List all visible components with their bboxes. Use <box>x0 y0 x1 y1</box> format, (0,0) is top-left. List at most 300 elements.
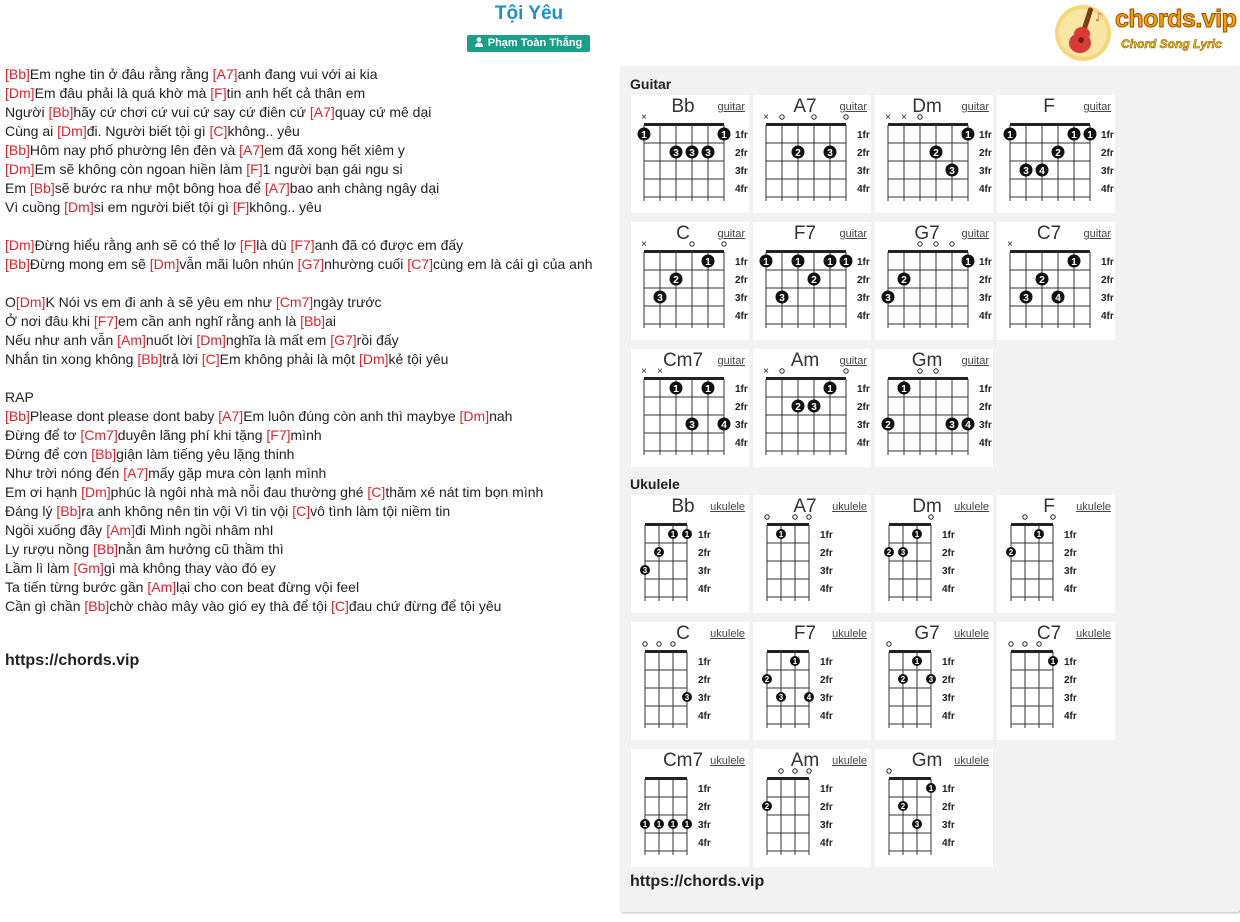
lyric-text: Em nghe tin ở đâu rằng rằng <box>29 66 213 82</box>
nut <box>889 650 931 653</box>
finger-number: 3 <box>914 820 920 829</box>
lyric-line <box>5 274 615 293</box>
finger-number: 2 <box>811 274 817 286</box>
guitar-type-link[interactable]: guitar <box>717 355 745 367</box>
lyrics-block <box>5 65 615 616</box>
lyric-line <box>5 578 615 597</box>
chord-name: Am <box>790 350 820 371</box>
fret-label: 2fr <box>857 275 870 286</box>
nut <box>644 250 724 253</box>
fret-label: 2fr <box>698 675 711 686</box>
chord-link[interactable]: [Bb] <box>48 104 74 120</box>
lyric-text: ra anh không nên tin vội Vì tin vội <box>81 503 293 519</box>
finger-number: 1 <box>1050 657 1056 666</box>
finger-number: 1 <box>1036 530 1042 539</box>
fret-label: 3fr <box>820 820 833 831</box>
fret-label: 3fr <box>857 166 870 177</box>
fret-label: 1fr <box>979 257 992 268</box>
chord-name: C <box>676 223 690 244</box>
chord-link[interactable]: [Am] <box>147 579 177 595</box>
lyric-text: duyên lãng phí khi tặng <box>117 427 267 443</box>
finger-number: 3 <box>811 401 817 413</box>
chord-link[interactable]: [F7] <box>290 237 315 253</box>
lyric-text: 1 người bạn gái ngu si <box>262 161 403 177</box>
fret-label: 1fr <box>942 784 955 795</box>
fret-label: 3fr <box>979 420 992 431</box>
finger-number: 1 <box>827 383 833 395</box>
lyric-text: Em <box>5 180 30 196</box>
chord-name: Dm <box>912 496 942 517</box>
ukulele-chord-card[interactable] <box>997 622 1115 740</box>
lyric-line <box>5 426 615 445</box>
lyric-line <box>5 559 615 578</box>
lyric-text: Nếu như anh vẫn <box>5 332 118 348</box>
chord-link[interactable]: [F] <box>239 237 257 253</box>
guitar-type-link[interactable]: guitar <box>961 101 989 113</box>
guitar-chord-card[interactable] <box>631 222 749 340</box>
finger-number: 2 <box>764 675 770 684</box>
lyric-text: Ta tiến từng bước gần <box>5 579 148 595</box>
fret-label: 2fr <box>979 275 992 286</box>
guitar-chord-card[interactable] <box>997 222 1115 340</box>
lyric-line <box>5 540 615 559</box>
fret-label: 2fr <box>820 548 833 559</box>
fret-label: 4fr <box>1064 711 1077 722</box>
chord-name: C7 <box>1036 623 1062 644</box>
fret-label: 4fr <box>857 438 870 449</box>
finger-number: 1 <box>901 383 907 395</box>
chord-link[interactable]: [A7] <box>212 66 238 82</box>
ukulele-chord-card[interactable] <box>631 495 749 613</box>
fret-label: 4fr <box>698 711 711 722</box>
guitar-type-link[interactable]: guitar <box>717 228 745 240</box>
fret-label: 1fr <box>857 384 870 395</box>
finger-number: 3 <box>1023 292 1029 304</box>
finger-number: 3 <box>705 147 711 159</box>
fret-label: 3fr <box>698 820 711 831</box>
chord-link[interactable]: [G7] <box>330 332 357 348</box>
ukulele-chord-card[interactable] <box>753 749 871 867</box>
lyric-text: Đừng mong em sẽ <box>29 256 150 272</box>
lyric-text: Em đâu phải là quá khờ mà <box>34 85 211 101</box>
chord-link[interactable]: [F7] <box>93 313 119 329</box>
fret-label: 1fr <box>1064 657 1077 668</box>
guitar-chord-card[interactable] <box>997 95 1115 213</box>
chord-link[interactable]: [A7] <box>239 142 265 158</box>
lyric-line <box>5 464 615 483</box>
fret-label: 4fr <box>942 838 955 849</box>
chord-link[interactable]: [Am] <box>106 522 135 538</box>
chord-panel <box>620 66 1240 912</box>
lyric-text: nah <box>489 408 513 424</box>
fret-label: 3fr <box>942 820 955 831</box>
lyric-text: rồi đấy <box>356 332 399 348</box>
ukulele-type-link[interactable]: ukulele <box>954 628 989 640</box>
guitar-type-link[interactable]: guitar <box>839 228 867 240</box>
chord-link[interactable]: [C] <box>201 351 220 367</box>
chord-link[interactable]: [F] <box>210 85 227 101</box>
finger-number: 3 <box>689 147 695 159</box>
lyric-text: si em người biết tội gì <box>93 199 233 215</box>
chord-link[interactable]: [Bb] <box>137 351 163 367</box>
fret-label: 3fr <box>857 293 870 304</box>
fret-label: 1fr <box>942 530 955 541</box>
lyric-text: đi. Người biết tội gì <box>86 123 210 139</box>
finger-number: 3 <box>900 548 906 557</box>
finger-number: 2 <box>795 401 801 413</box>
nut <box>644 123 724 126</box>
fret-label: 1fr <box>735 130 748 141</box>
finger-number: 3 <box>673 147 679 159</box>
finger-number: 3 <box>684 693 690 702</box>
fret-label: 3fr <box>979 293 992 304</box>
fret-label: 1fr <box>698 530 711 541</box>
chord-name: Bb <box>671 96 695 117</box>
chord-link[interactable]: [F7] <box>266 427 291 443</box>
ukulele-type-link[interactable]: ukulele <box>710 628 745 640</box>
fret-label: 1fr <box>857 257 870 268</box>
fret-label: 4fr <box>942 711 955 722</box>
guitar-section-label: Guitar <box>630 76 672 92</box>
ukulele-type-link[interactable]: ukulele <box>710 755 745 767</box>
fret-label: 3fr <box>942 693 955 704</box>
nut <box>766 123 846 126</box>
ukulele-chord-card[interactable] <box>631 622 749 740</box>
finger-number: 4 <box>1039 165 1045 177</box>
lyric-text: tin anh hết cả thân em <box>226 85 366 101</box>
ukulele-type-link[interactable]: ukulele <box>832 628 867 640</box>
ukulele-chord-card[interactable] <box>875 495 993 613</box>
guitar-type-link[interactable]: guitar <box>1083 228 1111 240</box>
chord-name: F7 <box>793 623 817 644</box>
fret-label: 3fr <box>1064 566 1077 577</box>
chord-link[interactable]: [Bb] <box>300 313 326 329</box>
chord-link[interactable]: [Dm] <box>196 332 226 348</box>
lyric-line <box>5 122 615 141</box>
finger-number: 3 <box>928 675 934 684</box>
ukulele-chord-card[interactable] <box>875 749 993 867</box>
nut <box>889 523 931 526</box>
guitar-chord-card[interactable] <box>875 95 993 213</box>
fret-label: 4fr <box>979 184 992 195</box>
nut <box>645 523 687 526</box>
finger-number: 1 <box>641 129 647 141</box>
fret-label: 4fr <box>942 584 955 595</box>
nut <box>888 250 968 253</box>
nut <box>644 377 724 380</box>
finger-number: 3 <box>779 292 785 304</box>
nut <box>1011 523 1053 526</box>
guitar-chord-card[interactable] <box>631 95 749 213</box>
fret-label: 2fr <box>735 275 748 286</box>
guitar-type-link[interactable]: guitar <box>839 355 867 367</box>
chord-link[interactable]: [C] <box>330 598 349 614</box>
nut <box>1010 123 1090 126</box>
nut <box>1011 650 1053 653</box>
lyric-text: Cùng ai <box>5 123 58 139</box>
nut <box>1010 250 1090 253</box>
fret-label: 2fr <box>942 802 955 813</box>
lyric-line <box>5 84 615 103</box>
fret-label: 3fr <box>820 693 833 704</box>
guitar-chord-card[interactable] <box>875 349 993 467</box>
lyric-line <box>5 179 615 198</box>
lyric-line <box>5 312 615 331</box>
chord-link[interactable]: [C] <box>367 484 386 500</box>
ukulele-type-link[interactable]: ukulele <box>954 501 989 513</box>
lyric-text: hãy cứ chơi cứ vui cứ say cứ điên cứ <box>73 104 310 120</box>
fret-label: 2fr <box>1064 548 1077 559</box>
chord-name: A7 <box>793 496 817 517</box>
chord-link[interactable]: [Bb] <box>93 541 118 557</box>
muted-string-mark: × <box>763 112 769 123</box>
chord-link[interactable]: [Dm] <box>81 484 111 500</box>
site-logo[interactable] <box>1055 3 1240 63</box>
finger-number: 2 <box>900 675 906 684</box>
fret-label: 1fr <box>820 784 833 795</box>
ukulele-chord-card[interactable] <box>875 622 993 740</box>
nut <box>766 377 846 380</box>
lyric-text: đi Mình ngồi nhâm nhI <box>134 522 274 538</box>
lyric-text: trả lời <box>162 351 202 367</box>
muted-string-mark: × <box>1007 239 1013 250</box>
lyric-text: Hôm nay phố phường lên đèn và <box>29 142 240 158</box>
chord-link[interactable]: [Am] <box>117 332 146 348</box>
fret-label: 4fr <box>1064 584 1077 595</box>
lyric-text: Ở nơi đâu khi <box>5 313 94 329</box>
finger-number: 3 <box>1023 165 1029 177</box>
guitar-type-link[interactable]: guitar <box>839 101 867 113</box>
guitar-type-link[interactable]: guitar <box>961 228 989 240</box>
fret-label: 3fr <box>820 566 833 577</box>
ukulele-type-link[interactable]: ukulele <box>954 755 989 767</box>
finger-number: 4 <box>721 419 727 431</box>
chord-link[interactable]: [Bb] <box>5 66 30 82</box>
chord-link[interactable]: [G7] <box>297 256 325 272</box>
chord-link[interactable]: [C] <box>292 503 311 519</box>
fret-label: 2fr <box>820 802 833 813</box>
chord-link[interactable]: [Dm] <box>57 123 87 139</box>
site-url[interactable]: https://chords.vip <box>5 652 140 669</box>
chord-name: Gm <box>911 350 943 371</box>
fret-label: 4fr <box>1101 311 1114 322</box>
fret-label: 1fr <box>1101 130 1114 141</box>
lyric-line <box>5 141 615 160</box>
fret-label: 1fr <box>1101 257 1114 268</box>
guitar-chord-card[interactable] <box>753 95 871 213</box>
guitar-chord-card[interactable] <box>753 222 871 340</box>
chord-link[interactable]: [A7] <box>123 465 149 481</box>
guitar-chord-card[interactable] <box>753 349 871 467</box>
finger-number: 2 <box>1008 548 1014 557</box>
fret-label: 4fr <box>735 438 748 449</box>
ukulele-type-link[interactable]: ukulele <box>710 501 745 513</box>
ukulele-chord-card[interactable] <box>753 622 871 740</box>
chord-link[interactable]: [Gm] <box>73 560 104 576</box>
finger-number: 2 <box>1055 147 1061 159</box>
muted-string-mark: × <box>901 112 907 123</box>
lyric-text: em đã xong hết xiêm y <box>264 142 405 158</box>
ukulele-chord-card[interactable] <box>753 495 871 613</box>
lyric-text: Cần gì chần <box>5 598 85 614</box>
fret-label: 1fr <box>979 130 992 141</box>
fret-label: 4fr <box>735 311 748 322</box>
lyric-text: bao anh chàng ngây dại <box>289 180 440 196</box>
finger-number: 3 <box>885 292 891 304</box>
finger-number: 1 <box>721 129 727 141</box>
finger-number: 1 <box>1007 129 1013 141</box>
chord-link[interactable]: [Dm] <box>64 199 94 215</box>
lyric-text: sẽ bước ra như một bông hoa để <box>54 180 265 196</box>
panel-site-url[interactable]: https://chords.vip <box>630 873 765 890</box>
chord-link[interactable]: [Dm] <box>149 256 180 272</box>
lyric-text: cùng em là cái gì của anh <box>432 256 593 272</box>
chord-name: Gm <box>911 750 943 771</box>
chord-link[interactable]: [Dm] <box>15 294 46 310</box>
finger-number: 2 <box>901 274 907 286</box>
muted-string-mark: × <box>641 112 647 123</box>
finger-number: 1 <box>1071 129 1077 141</box>
ukulele-chord-card[interactable] <box>631 749 749 867</box>
lyric-text: Please dont please dont baby <box>29 408 219 424</box>
finger-number: 1 <box>705 383 711 395</box>
chord-link[interactable]: [C] <box>209 123 228 139</box>
lyric-line <box>5 445 615 464</box>
fret-label: 4fr <box>979 311 992 322</box>
guitar-type-link[interactable]: guitar <box>1083 101 1111 113</box>
logo-subtitle: Chord Song Lyric <box>1121 37 1222 51</box>
lyric-text: Lầm lì làm <box>5 560 74 576</box>
finger-number: 1 <box>656 820 662 829</box>
fret-label: 1fr <box>698 657 711 668</box>
finger-number: 2 <box>656 548 662 557</box>
finger-number: 4 <box>806 693 812 702</box>
nut <box>767 777 809 780</box>
chord-name: A7 <box>793 96 817 117</box>
ukulele-type-link[interactable]: ukulele <box>1076 628 1111 640</box>
ukulele-type-link[interactable]: ukulele <box>832 501 867 513</box>
chord-name: C7 <box>1036 223 1062 244</box>
chord-name: Bb <box>671 496 695 517</box>
fret-label: 4fr <box>820 584 833 595</box>
lyric-line <box>5 293 615 312</box>
lyric-line <box>5 597 615 616</box>
ukulele-type-link[interactable]: ukulele <box>1076 501 1111 513</box>
chord-link[interactable]: [A7] <box>309 104 335 120</box>
artist-badge[interactable] <box>467 35 590 52</box>
finger-number: 1 <box>843 256 849 268</box>
chord-link[interactable]: [C7] <box>407 256 433 272</box>
chord-link[interactable]: [F] <box>232 199 250 215</box>
fret-label: 3fr <box>1064 693 1077 704</box>
finger-number: 3 <box>642 566 648 575</box>
lyric-text: mấy gặp mưa còn lạnh mình <box>148 465 327 481</box>
lyric-text: O <box>5 294 16 310</box>
guitar-type-link[interactable]: guitar <box>961 355 989 367</box>
fret-label: 1fr <box>979 384 992 395</box>
fret-label: 2fr <box>698 802 711 813</box>
lyric-text: Ngồi xuống đây <box>5 522 107 538</box>
guitar-type-link[interactable]: guitar <box>717 101 745 113</box>
finger-number: 1 <box>670 820 676 829</box>
fret-label: 4fr <box>1101 184 1114 195</box>
chord-link[interactable]: [Dm] <box>5 237 35 253</box>
fret-label: 4fr <box>820 838 833 849</box>
guitar-logo-icon <box>1055 3 1115 63</box>
chord-link[interactable]: [Bb] <box>29 180 55 196</box>
finger-number: 1 <box>928 784 934 793</box>
chord-link[interactable]: [Bb] <box>56 503 82 519</box>
lyric-line <box>5 198 615 217</box>
finger-number: 3 <box>778 693 784 702</box>
fret-label: 4fr <box>735 184 748 195</box>
chord-link[interactable]: [Dm] <box>5 85 35 101</box>
chord-link[interactable]: [Dm] <box>5 161 35 177</box>
chord-link[interactable]: [Dm] <box>358 351 389 367</box>
finger-number: 3 <box>657 292 663 304</box>
lyric-text: anh đang vui với ai kia <box>237 66 378 82</box>
chord-link[interactable]: [Cm7] <box>80 427 118 443</box>
nut <box>766 250 846 253</box>
nut <box>888 377 968 380</box>
lyric-line <box>5 483 615 502</box>
guitar-chord-card[interactable] <box>631 349 749 467</box>
chord-link[interactable]: [Bb] <box>5 142 30 158</box>
fret-label: 4fr <box>979 438 992 449</box>
lyric-text: mình <box>290 427 322 443</box>
lyric-text: giận làm tiếng yêu lặng thinh <box>116 446 295 462</box>
fret-label: 2fr <box>942 548 955 559</box>
song-title: Tội Yêu <box>494 3 564 24</box>
lyric-text: không.. yêu <box>249 199 322 215</box>
lyric-line <box>5 236 615 255</box>
lyric-text: phúc là ngôi nhà mà nỗi đau thường ghé <box>110 484 368 500</box>
finger-number: 1 <box>642 820 648 829</box>
chord-link[interactable]: [Bb] <box>91 446 117 462</box>
finger-number: 1 <box>763 256 769 268</box>
ukulele-type-link[interactable]: ukulele <box>832 755 867 767</box>
finger-number: 1 <box>778 530 784 539</box>
lyric-line <box>5 65 615 84</box>
chord-name: F7 <box>793 223 817 244</box>
lyric-text: Em ơi hạnh <box>5 484 82 500</box>
fret-label: 1fr <box>942 657 955 668</box>
chord-link[interactable]: [Cm7] <box>275 294 314 310</box>
fret-label: 4fr <box>857 184 870 195</box>
chord-link[interactable]: [Bb] <box>5 408 30 424</box>
svg-text:♪: ♪ <box>1095 10 1103 24</box>
chord-link[interactable]: [Bb] <box>5 256 30 272</box>
chord-link[interactable]: [Bb] <box>84 598 110 614</box>
nut <box>645 777 687 780</box>
fret-label: 3fr <box>698 693 711 704</box>
finger-number: 1 <box>684 530 690 539</box>
fret-label: 1fr <box>735 384 748 395</box>
fret-label: 3fr <box>698 566 711 577</box>
lyric-text: ai <box>325 313 336 329</box>
chord-link[interactable]: [A7] <box>218 408 244 424</box>
chord-link[interactable]: [F] <box>246 161 263 177</box>
lyric-text: Đừng hiểu rằng anh sẽ có thể lơ <box>34 237 240 253</box>
ukulele-chord-card[interactable] <box>997 495 1115 613</box>
fret-label: 3fr <box>1101 166 1114 177</box>
finger-number: 2 <box>886 548 892 557</box>
chord-link[interactable]: [Dm] <box>459 408 490 424</box>
chord-name: Cm7 <box>662 350 704 371</box>
chord-link[interactable]: [A7] <box>264 180 290 196</box>
guitar-chord-card[interactable] <box>875 222 993 340</box>
lyric-text: Người <box>5 104 49 120</box>
